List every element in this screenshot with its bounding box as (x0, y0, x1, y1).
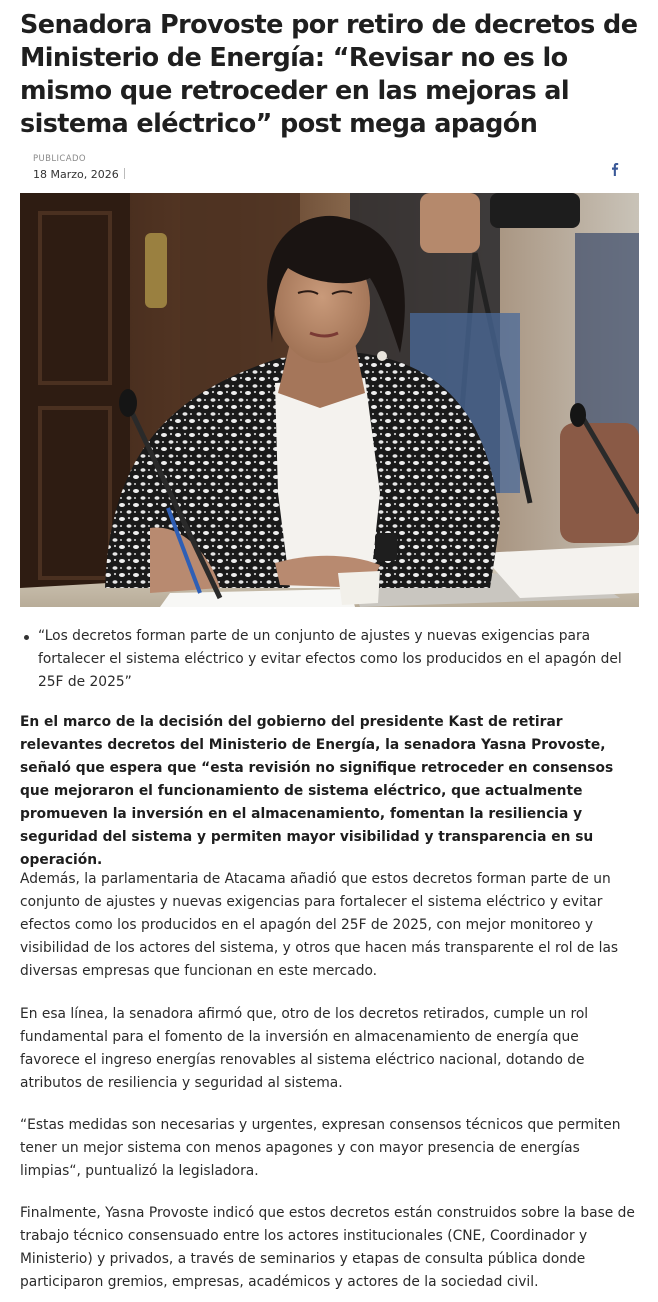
photo-senator-at-desk (20, 193, 639, 607)
body-paragraph-1: Además, la parlamentaria de Atacama añadió que estos decretos forman parte de un conjunto de ajustes y nuevas exigencias para fortalecer el sistema eléctrico y evitar efectos como los producidos en el apagón del 25F de 2025, con mejor monitoreo y visibilidad de los actores del sistema, y otros que hacen más transparente el rol de las diversas empresas que funcionan en este mercado. (20, 871, 619, 979)
facebook-icon[interactable] (609, 162, 621, 176)
bullet-list (20, 625, 639, 694)
lead-paragraph: En el marco de la decisión del gobierno del presidente Kast de retirar relevantes decretos del Ministerio de Energía, la senadora Yasna Provoste, señaló que espera que “esta revisión no signifique retroceder en consensos que mejoraron el funcionamiento de sistema eléctrico, que actualmente promueven la inversión en el almacenamiento, fomentan la resiliencia y seguridad del sistema y permiten mayor visibilidad y transparencia en su operación. (20, 714, 614, 868)
body-paragraph-3: “Estas medidas son necesarias y urgentes, expresan consensos técnicos que permiten tener un mejor sistema con menos apagones y con mayor presencia de energías limpias“, puntualizó la legisladora. (20, 1117, 621, 1179)
meta-divider (124, 168, 125, 179)
published-label: PUBLICADO (33, 154, 87, 164)
article (20, 0, 639, 1290)
bullet-marker (24, 635, 29, 640)
list-item (20, 625, 639, 694)
body-paragraph-2: En esa línea, la senadora afirmó que, otro de los decretos retirados, cumple un rol fundamental para el fomento de la inversión en almacenamiento de energía que favorece el ingreso energías renovables al sistema eléctrico nacional, dotando de atributos de resiliencia y seguridad al sistema. (20, 1006, 589, 1091)
bullet-text: “Los decretos forman parte de un conjunto de ajustes y nuevas exigencias para fortalecer el sistema eléctrico y evitar efectos como los producidos en el apagón del 25F de 2025” (38, 628, 622, 690)
published-date: 18 Marzo, 2026 (33, 168, 119, 181)
published-date-row (33, 168, 125, 181)
article-title: Senadora Provoste por retiro de decretos de Ministerio de Energía: “Revisar no es lo mismo que retroceder en las mejoras al sistema eléctrico” post mega apagón (20, 10, 638, 139)
body-paragraph-4: Finalmente, Yasna Provoste indicó que estos decretos están construidos sobre la base de trabajo técnico consensuado entre los actores institucionales (CNE, Coordinador y Ministerio) y privados, a través de seminarios y etapas de consulta pública donde participaron gremios, empresas, académicos y actores de la sociedad civil. (20, 1205, 635, 1290)
